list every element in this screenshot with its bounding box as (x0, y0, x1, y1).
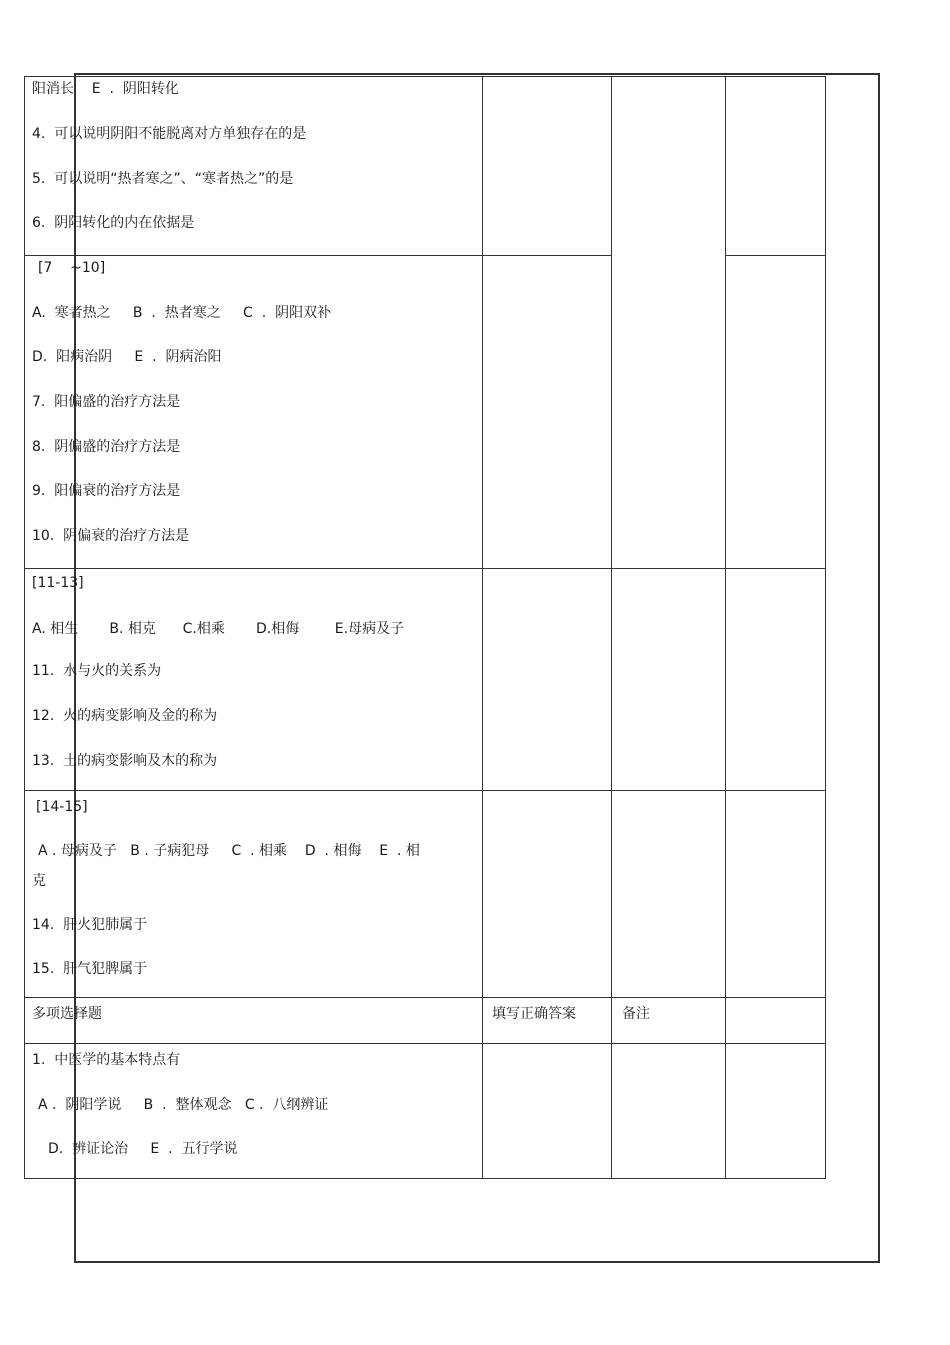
table-border-top (24, 76, 826, 77)
options-line-1: A. 寒者热之 B . 热者寒之 C . 阴阳双补 (32, 305, 332, 321)
column-divider-3 (725, 76, 726, 1179)
question-13: 13. 土的病变影响及木的称为 (32, 753, 218, 769)
answer-column-header: 填写正确答案 (492, 1006, 576, 1022)
row-divider-1b (725, 255, 826, 256)
options-line-1: A . 阴阳学说 B . 整体观念 C . 八纲辨证 (38, 1097, 329, 1113)
row-divider-2 (24, 568, 826, 569)
table-border-bottom (24, 1178, 826, 1179)
question-6: 6. 阴阳转化的内在依据是 (32, 215, 195, 231)
question-10: 10. 阴偏衰的治疗方法是 (32, 528, 190, 544)
group-header: [7 ~10] (38, 260, 106, 276)
multi-question-1: 1. 中医学的基本特点有 (32, 1052, 181, 1068)
note-column-header: 备注 (622, 1006, 650, 1022)
row-divider-3 (24, 790, 826, 791)
question-14: 14. 肝火犯肺属于 (32, 917, 148, 933)
column-divider-1 (482, 76, 483, 1179)
options-line-2: D. 辨证论治 E . 五行学说 (48, 1141, 238, 1157)
question-4: 4. 可以说明阴阳不能脱离对方单独存在的是 (32, 126, 307, 142)
row-divider-4 (24, 997, 826, 998)
table-border-right (825, 76, 826, 1179)
question-8: 8. 阴偏盛的治疗方法是 (32, 439, 181, 455)
question-5: 5. 可以说明“热者寒之”、“寒者热之”的是 (32, 171, 294, 187)
column-divider-2 (611, 76, 612, 1179)
row-divider-1a (24, 255, 612, 256)
options-line-1: A . 母病及子 B . 子病犯母 C . 相乘 D . 相侮 E . 相 (38, 843, 420, 859)
outer-page-frame (74, 73, 880, 1263)
question-15: 15. 肝气犯脾属于 (32, 961, 148, 977)
options-line-2: 克 (32, 873, 46, 889)
multi-choice-title: 多项选择题 (32, 1006, 102, 1022)
group-header: [14-15] (36, 799, 88, 815)
question-9: 9. 阳偏衰的治疗方法是 (32, 483, 181, 499)
options-line: A. 相生 B. 相克 C.相乘 D.相侮 E.母病及子 (32, 621, 405, 637)
table-border-left (24, 76, 25, 1179)
group-header: [11-13] (32, 575, 84, 591)
row-divider-5 (24, 1043, 826, 1044)
question-7: 7. 阳偏盛的治疗方法是 (32, 394, 181, 410)
options-line-2: D. 阳病治阴 E . 阴病治阳 (32, 349, 222, 365)
question-12: 12. 火的病变影响及金的称为 (32, 708, 218, 724)
option-line: 阳消长 E . 阴阳转化 (32, 81, 179, 97)
question-11: 11. 水与火的关系为 (32, 663, 162, 679)
